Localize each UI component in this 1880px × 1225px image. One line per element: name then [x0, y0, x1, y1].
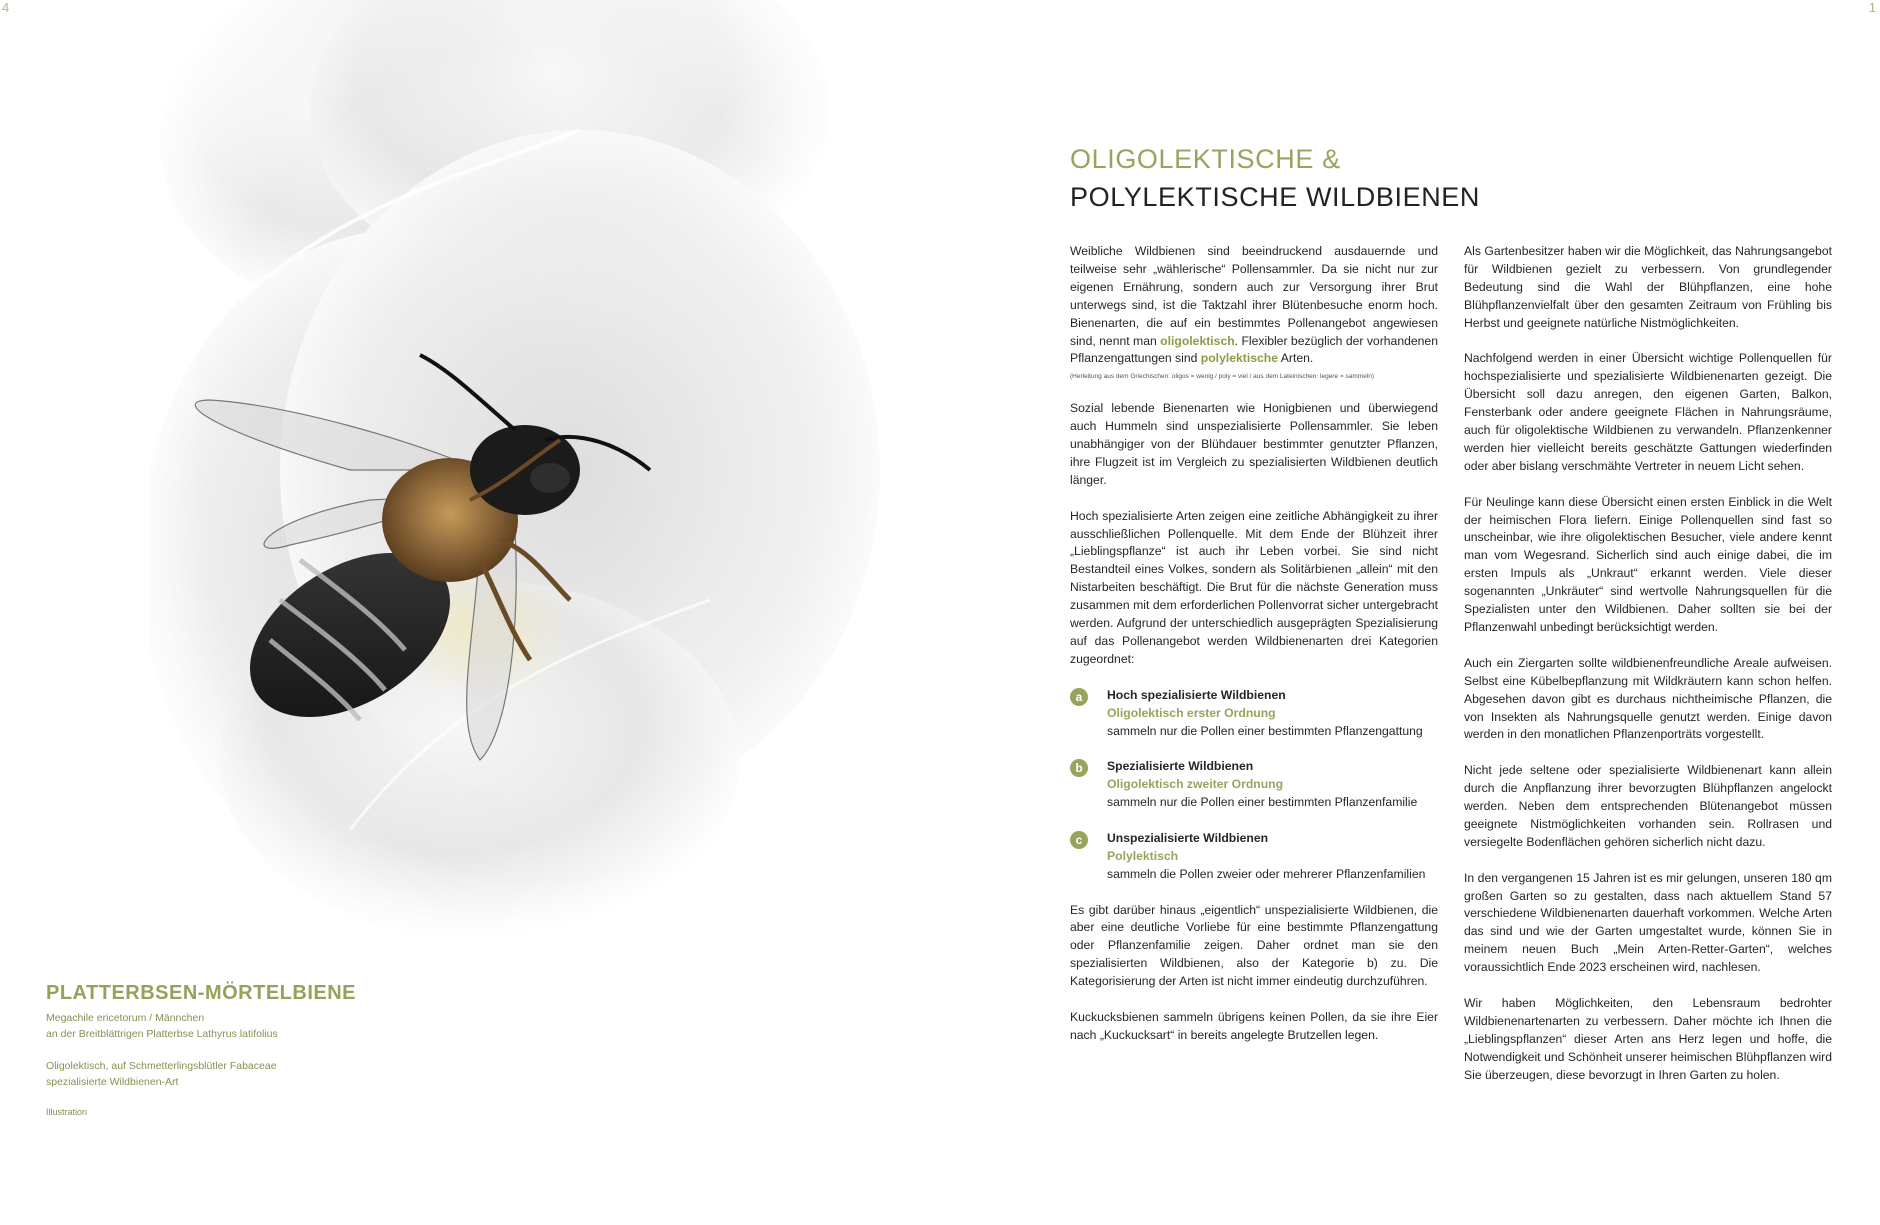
category-item — [1070, 758, 1438, 812]
paragraph-text: Weibliche Wildbienen sind beeindruckend ausdauernde und teilweise sehr „wählerische“ Pollensammler. Da sie nicht nur zur eigenen Ernährung, sondern auch zur Versorgung ihrer Brut unterwegs sind, ist die Taktzahl ihrer Blütenbesuche enorm hoch. Bienenarten, die auf ein bestimmtes Pollenangebot angewiesen sind, nennt man — [1070, 244, 1438, 348]
illustration-caption — [46, 982, 376, 1120]
paragraph-text: Arten. — [1280, 351, 1314, 366]
category-title: Unspezialisierte Wildbienen — [1107, 830, 1269, 845]
bee-on-flower-illustration — [150, 0, 910, 960]
headline-line-2: POLYLEKTISCHE WILDBIENEN — [1070, 182, 1480, 212]
page-number-right: 1 — [1868, 0, 1876, 15]
category-subtitle: Oligolektisch erster Ordnung — [1107, 705, 1276, 720]
paragraph: Kuckucksbienen sammeln übrigens keinen Pollen, da sie ihre Eier nach „Kuckucksart“ in bereits angelegte Brutzellen legen. — [1070, 1009, 1438, 1042]
text-column-1 — [1070, 243, 1438, 1063]
paragraph: Wir haben Möglichkeiten, den Lebensraum bedrohter Wildbienenartenarten zu verbessern. Daher möchte ich Ihnen die „Lieblingspflanzen“ dieser Arten ans Herz legen und hoffe, die Notwendigkeit und Schönheit unserer heimischen Blühpflanzen wird Sie überzeugen, diese bevorzugt in Ihren Garten zu holen. — [1464, 995, 1832, 1082]
category-badge: a — [1070, 688, 1088, 706]
category-subtitle: Oligolektisch zweiter Ordnung — [1107, 777, 1284, 792]
paragraph: Es gibt darüber hinaus „eigentlich“ unspezialisierte Wildbienen, die aber eine deutliche Vorliebe für eine bestimmte Pflanzengattung oder Pflanzenfamilie zeigen. Daher ordnet man sie den spezialisierten Wildbienen, also der Kategorie b) zu. Die Kategorisierung der Arten ist nicht immer eindeutig durchzuführen. — [1070, 902, 1438, 989]
paragraph: Nicht jede seltene oder spezialisierte Wildbienenart kann allein durch die Anpflanzung ihrer bevorzugten Blühpflanzen angelockt werden. Neben dem entsprechenden Blütenangebot müssen geeignete Nistmöglichkeiten vorhanden sein. Rollrasen und versiegelte Bodenflächen gehören sicherlich nicht dazu. — [1464, 763, 1832, 849]
paragraph: Nachfolgend werden in einer Übersicht wichtige Pollenquellen für hochspezialisierte und spezialisierte Wildbienenarten gezeigt. Die Übersicht soll dazu anregen, den eigenen Garten, Balkon, Fensterbank oder andere geeignete Flächen in Nahrungsräume, auch für oligolektische Wildbienen zu verwandeln. Pflanzenkenner werden hier vielleicht bereits geschätzte Gattungen wiederfinden oder aber bislang verschmähte Vertreter in neuem Licht sehen. — [1464, 351, 1832, 473]
category-description: sammeln nur die Pollen einer bestimmten Pflanzengattung — [1107, 723, 1423, 738]
caption-lecty: Oligolektisch, auf Schmetterlingsblütler Fabaceae — [46, 1060, 277, 1072]
paragraph: Sozial lebende Bienenarten wie Honigbienen und überwiegend auch Hummeln sind unspezialisierte Pollensammler. Sie leben unabhängiger von der Blühdauer bestimmter genutzter Pflanzen, ihre Flugzeit ist im Vergleich zu spezialisierten Wildbienen deutlich länger. — [1070, 401, 1438, 487]
caption-title: PLATTERBSEN-MÖRTELBIENE — [46, 982, 357, 1004]
caption-lecty-type: spezialisierte Wildbienen-Art — [46, 1076, 179, 1088]
category-subtitle: Polylektisch — [1107, 848, 1179, 863]
caption-credit: Illustration — [46, 1107, 88, 1117]
paragraph: Als Gartenbesitzer haben wir die Möglichkeit, das Nahrungsangebot für Wildbienen gezielt zu verbessern. Von grundlegender Bedeutung sind die Wahl der Blühpflanzen, eine hohe Blühpflanzenvielfalt über den gesamten Zeitraum von Frühling bis Herbst und geeignete natürliche Nistmöglichkeiten. — [1464, 244, 1832, 330]
text-column-2 — [1464, 243, 1832, 1102]
category-title: Spezialisierte Wildbienen — [1107, 759, 1254, 774]
paragraph — [1070, 243, 1438, 368]
caption-species: Megachile ericetorum / Männchen — [46, 1012, 205, 1024]
caption-plant: an der Breitblättrigen Platterbse Lathyrus latifolius — [46, 1028, 278, 1040]
highlight-oligolektisch: oligolektisch — [1160, 333, 1235, 348]
paragraph: Hoch spezialisierte Arten zeigen eine zeitliche Abhängigkeit zu ihrer ausschließlichen Pollenquelle. Mit dem Ende der Blühzeit ihrer „Lieblingspflanze“ ist auch ihr Leben vorbei. Sie sind nicht Bestandteil eines Volkes, sondern als Solitärbienen „allein“ mit den Nistarbeiten beschäftigt. Die Brut für die nächste Generation muss zusammen mit dem erforderlichen Pollenvorrat sicher untergebracht werden. Aufgrund der unterschiedlich ausgeprägten Spezialisierung auf das Pollenangebot werden Wildbienenarten drei Kategorien zugeordnet: — [1070, 508, 1438, 666]
category-badge: c — [1070, 831, 1088, 849]
paragraph: In den vergangenen 15 Jahren ist es mir gelungen, unseren 180 qm großen Garten so zu gestalten, dass nach aktuellem Stand 57 verschiedene Wildbienenarten dauerhaft vorkommen. Welche Arten das sind und wie der Garten umgestaltet wurde, können Sie in meinem neuen Buch „Mein Arten-Retter-Garten“, welches voraussichtlich Ende 2023 erscheinen wird, nachlesen. — [1464, 870, 1832, 975]
category-item — [1070, 830, 1438, 884]
highlight-polylektische: polylektische — [1200, 351, 1279, 366]
page-number-left: 4 — [2, 0, 10, 15]
article-headline — [1070, 140, 1480, 216]
headline-line-1: OLIGOLEKTISCHE & — [1070, 144, 1341, 174]
category-description: sammeln die Pollen zweier oder mehrerer Pflanzenfamilien — [1107, 866, 1426, 881]
category-badge: b — [1070, 759, 1088, 777]
category-description: sammeln nur die Pollen einer bestimmten Pflanzenfamilie — [1107, 795, 1418, 810]
paragraph: Für Neulinge kann diese Übersicht einen ersten Einblick in die Welt der heimischen Flora liefern. Einige Pollenquellen sind fast so unscheinbar, wie ihre oligolektischen Besucher, viele andere kennt man vom Wegesrand. Sicherlich sind auch einige dabei, die im ersten Impuls als „Unkraut“ erkannt werden. Viele dieser sogenannten „Unkräuter“ sind wertvolle Nahrungsquellen für die Spezialisten unter den Wildbienen. Daher sollten sie bei der Pflanzenwahl unbedingt berücksichtigt werden. — [1464, 494, 1832, 634]
category-item — [1070, 687, 1438, 741]
paragraph-text: . Flexibler bezüglich der vorhandenen Pflanzengattungen sind — [1070, 333, 1438, 366]
category-title: Hoch spezialisierte Wildbienen — [1107, 687, 1286, 702]
paragraph: Auch ein Ziergarten sollte wildbienenfreundliche Areale aufweisen. Selbst eine Kübelbepflanzung mit Wildkräutern kann schon helfen. Abgesehen davon gibt es durchaus nichtheimische Pflanzen, die von Insekten als Nahrungsquelle genutzt werden. Einige davon werden in den monatlichen Pflanzenporträts vorgestellt. — [1464, 655, 1832, 742]
etymology-note: (Herleitung aus dem Griechischen: oligos = wenig / poly = viel / aus dem Lateinischen: legere = sammeln) — [1070, 373, 1375, 381]
